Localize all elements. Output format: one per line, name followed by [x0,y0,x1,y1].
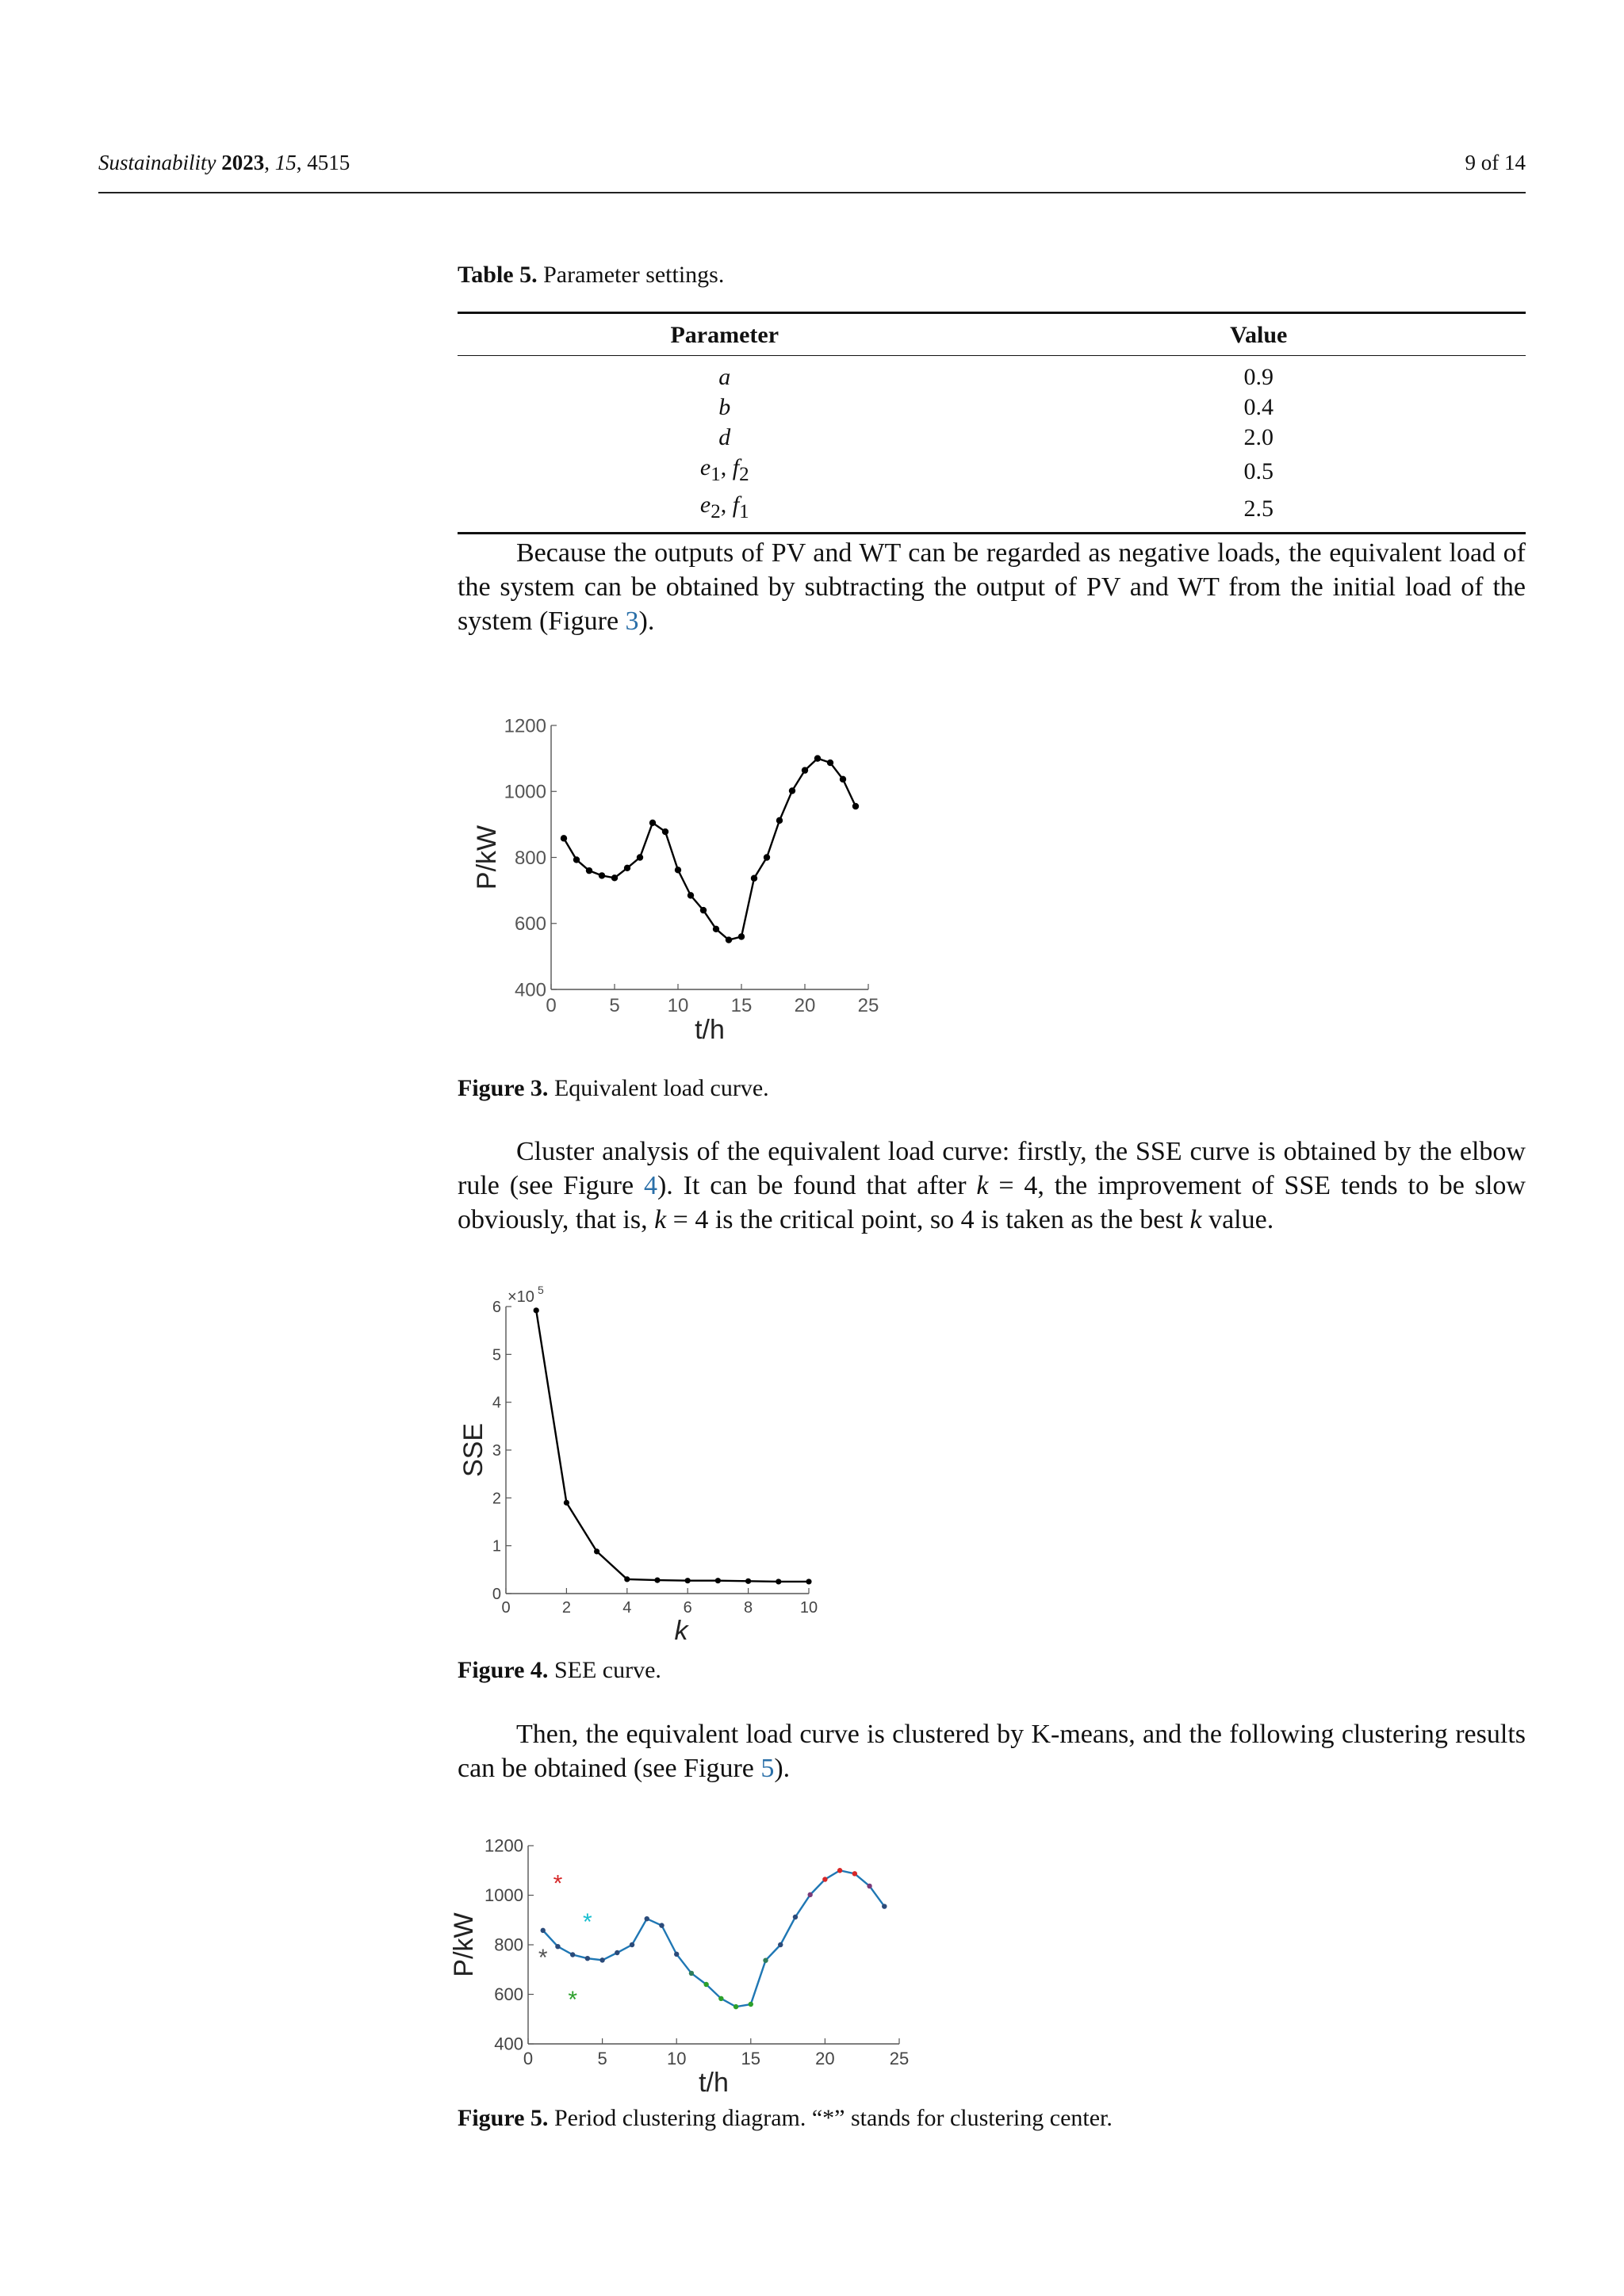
data-point [807,1892,812,1897]
data-point [534,1307,539,1313]
data-point [662,828,668,835]
value-cell: 2.0 [1243,424,1274,450]
table5-caption-text: Parameter settings. [543,262,725,288]
y-tick-label: 1 [492,1537,501,1556]
y-tick-label: 3 [492,1442,501,1460]
data-point [594,1548,599,1554]
text-span: = 4, the improvement of SSE tends to be slow obviously, that is, [458,1171,1526,1234]
x-tick-label: 10 [667,995,689,1016]
cluster-center-marker: * [538,1945,548,1972]
value-cell: 0.5 [1243,457,1274,484]
y-tick-label: 1000 [485,1885,523,1906]
data-point [570,1952,575,1957]
data-point [806,1578,811,1584]
paragraph-equivalent-load [458,536,1526,638]
data-point [703,1982,708,1987]
x-tick-label: 2 [561,1599,571,1617]
x-tick-label: 10 [666,2049,687,2068]
figure-5-link[interactable]: 5 [760,1754,775,1783]
param-cell: d [718,424,731,450]
param-subscript: 1 [739,501,749,522]
y-tick-label: 800 [514,847,546,869]
article-number: 4515 [307,151,350,174]
figure-5-chart [449,1823,928,2098]
figure-4-link[interactable]: 4 [643,1171,657,1200]
value-cell: 2.5 [992,490,1526,534]
data-point [659,1923,664,1927]
series-line [564,759,856,940]
param-cell: b [718,394,731,420]
data-point [793,1915,798,1919]
page-number: 9 of 14 [1465,151,1526,174]
figure-3-label: Figure 3. [458,1075,549,1101]
x-tick-label: 25 [857,995,879,1016]
paragraph-cluster-analysis [458,1135,1526,1237]
data-point [837,1868,842,1873]
data-point [611,874,618,881]
data-point [726,936,732,943]
math-k: k [654,1205,667,1234]
param-subscript: 2 [739,464,749,485]
x-tick-label: 4 [622,1599,632,1617]
param-subscript: 2 [710,501,721,522]
figure-3-chart [452,702,896,1050]
paragraph-kmeans [458,1717,1526,1785]
data-point [763,1957,768,1962]
y-tick-label: 600 [494,1984,523,2005]
data-point [624,1576,630,1582]
data-point [713,926,719,932]
text-span: Cluster analysis of the equivalent load curve: firstly, the SSE curve is obtained by the elbow rule (see Figure [458,1137,1526,1200]
param-cell: $e_1$, $f_2$ [699,454,749,485]
running-header-citation: Sustainability 2023, 15, 4515 [98,151,350,174]
data-point [615,1950,619,1955]
text-span: ). [774,1754,791,1783]
x-axis-label: t/h [695,1015,725,1045]
table-row [458,356,1526,393]
data-point [778,1942,783,1947]
param-cell: a [718,364,731,390]
data-point [822,1877,827,1881]
data-point [689,1971,694,1976]
figure-5-caption-text: Period clustering diagram. “*” stands for clustering center. [553,2105,1113,2131]
y-tick-label: 2 [492,1490,501,1508]
value-cell: 0.4 [1243,394,1274,420]
data-point [685,1578,691,1583]
data-point [649,820,656,826]
y-tick-label: 400 [514,979,546,1001]
figure-3-link[interactable]: 3 [625,607,639,636]
figure-5-label: Figure 5. [458,2105,549,2131]
data-point [814,755,821,761]
cluster-center-marker: * [553,1870,563,1897]
data-point [585,1956,590,1961]
data-point [840,776,846,783]
figure-4-caption [458,1657,661,1684]
figure-4-chart [452,1276,848,1646]
data-point [555,1944,560,1949]
data-point [700,907,707,913]
series-line [536,1311,809,1582]
parameter-table [458,312,1526,534]
text-span: value. [1201,1205,1274,1234]
x-tick-label: 20 [794,995,816,1016]
data-point [776,1578,781,1584]
x-tick-label: 8 [744,1599,753,1617]
col-header-value: Value [992,313,1526,356]
journal-volume: 15 [274,151,297,174]
y-tick-label: 4 [492,1394,501,1412]
text-span: Because the outputs of PV and WT can be regarded as negative loads, the equivalent load of the system can be obtained by subtracting the output of PV and WT from the initial load of the system (Figure [458,538,1526,636]
data-point [674,1952,679,1957]
figure-4-label: Figure 4. [458,1657,549,1683]
param-symbol: f [732,454,740,480]
table-row [458,423,1526,453]
data-point [645,1916,649,1921]
data-point [586,867,592,874]
text-span: ). It can be found that after [657,1171,977,1200]
data-point [573,856,580,863]
journal-year: 2023 [221,151,265,174]
y-tick-label: 1000 [504,781,546,803]
cluster-center-marker: * [568,1987,578,2014]
table-row [458,490,1526,534]
data-point [564,1500,569,1506]
data-point [745,1578,751,1584]
table-row [458,453,1526,490]
y-axis-label: P/kW [472,825,502,890]
x-tick-label: 6 [683,1599,692,1617]
axis-multiplier: ×10 [508,1288,534,1306]
y-tick-label: 600 [514,913,546,936]
y-axis-label: P/kW [449,1912,479,1977]
table5-caption [458,262,724,289]
param-symbol: e [699,454,711,480]
x-tick-label: 20 [815,2049,835,2068]
math-k: k [1189,1205,1202,1234]
param-subscript: 1 [710,464,721,485]
x-tick-label: 25 [889,2049,910,2068]
data-point [802,767,808,773]
x-tick-label: 15 [741,2049,761,2068]
param-symbol: e [699,492,711,518]
data-point [827,760,833,766]
text-span: Then, the equivalent load curve is clustered by K-means, and the following clustering results can be obtained (see Figure [458,1720,1526,1783]
figure-4-caption-text: SEE curve. [553,1657,661,1683]
data-point [882,1904,887,1908]
data-point [852,803,859,809]
x-tick-label: 5 [609,995,620,1016]
value-cell: 0.9 [1243,364,1274,390]
x-tick-label: 10 [799,1599,818,1617]
x-tick-label: 0 [501,1599,511,1617]
table5-label: Table 5. [458,262,538,288]
data-point [599,1957,604,1962]
y-tick-label: 1200 [485,1835,523,1856]
axis-multiplier-exponent: 5 [538,1284,544,1296]
figure-3-caption-text: Equivalent load curve. [553,1075,769,1101]
figure-5-caption [458,2105,1113,2132]
data-point [867,1884,871,1888]
table-header-row [458,313,1526,356]
y-axis-label: SSE [458,1422,488,1478]
data-point [715,1578,721,1583]
x-tick-label: 5 [597,2049,607,2068]
cluster-center-marker: * [583,1908,592,1935]
x-axis-label: t/h [699,2068,729,2098]
param-symbol: f [732,492,740,518]
data-point [561,835,567,841]
figure-3-caption [458,1075,769,1102]
table-row [458,392,1526,423]
data-point [738,933,745,939]
text-span: = 4 is the critical point, so 4 is taken as the best [666,1205,1190,1234]
header-rule [98,192,1526,193]
y-tick-label: 400 [494,2034,523,2054]
data-point [630,1942,634,1947]
y-tick-label: 1200 [504,715,546,737]
col-header-parameter: Parameter [458,313,992,356]
x-tick-label: 0 [523,2049,534,2068]
data-point [749,2002,753,2007]
param-cell: $e_2$, $f_1$ [458,490,992,534]
y-tick-label: 800 [494,1934,523,1955]
data-point [733,2004,738,2009]
y-tick-label: 6 [492,1299,501,1316]
text-span: ). [638,607,655,636]
data-point [599,872,605,878]
x-tick-label: 15 [730,995,753,1016]
data-point [751,875,757,882]
data-point [654,1578,660,1583]
journal-name: Sustainability [98,151,216,174]
data-point [624,865,630,871]
data-point [789,787,795,794]
data-point [852,1871,857,1876]
math-k: k [976,1171,989,1200]
data-point [541,1928,546,1933]
y-tick-label: 5 [492,1346,501,1364]
y-tick-label: 0 [492,1586,501,1603]
series-line [543,1870,885,2007]
data-point [688,892,694,898]
x-tick-label: 0 [546,995,557,1016]
data-point [776,817,783,824]
data-point [764,854,770,860]
x-axis-label: k [674,1616,688,1646]
data-point [675,867,681,873]
data-point [637,854,643,860]
data-point [718,1996,723,2001]
